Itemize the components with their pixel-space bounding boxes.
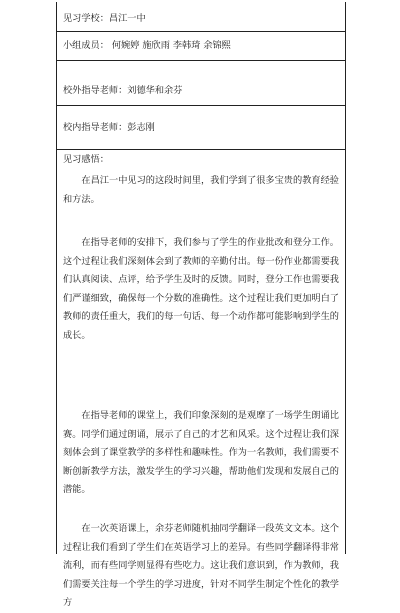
paragraph-1: 在昌江一中见习的这段时间里，我们学到了很多宝贵的教育经验和方法。	[63, 175, 339, 205]
form-table	[56, 2, 346, 608]
inside-teacher-row	[57, 106, 345, 150]
inside-teacher-field: 校内指导老师：彭志刚	[63, 122, 155, 133]
members-row	[57, 32, 345, 61]
school-row	[57, 2, 345, 32]
members-field: 小组成员： 何婉婷 施欣雨 李韩琦 余锦熙	[63, 40, 231, 51]
reflection-cell	[57, 150, 345, 608]
outside-teacher-field: 校外指导老师：刘德华和余芬	[63, 85, 183, 96]
reflection-label: 见习感悟：	[63, 154, 109, 165]
outside-teacher-row	[57, 61, 345, 106]
school-field: 见习学校：昌江一中	[63, 13, 146, 24]
paragraph-3: 在指导老师的课堂上，我们印象深刻的是观摩了一场学生朗诵比赛。同学们通过朗诵，展示了自己的才艺和风采。这个过程让我们深刻体会到了课堂教学的多样性和趣味性。作为一名教师，我们需要不断创新教学方法，激发学生的学习兴趣，帮助他们发现和发展自己的潜能。	[63, 410, 339, 495]
paragraph-4: 在一次英语课上，余芬老师随机抽同学翻译一段英文文本。这个过程让我们看到了学生们在英语学习上的差异。有些同学翻译得非常流利，而有些同学则显得有些吃力。这让我们意识到，作为教师，我们需要关注每一个学生的学习进度，针对不同学生制定个性化的教学方	[63, 523, 339, 608]
paragraph-2: 在指导老师的安排下，我们参与了学生的作业批改和登分工作。这个过程让我们深刻体会到了教师的辛勤付出。每一份作业都需要我们认真阅读、点评，给予学生及时的反馈。同时，登分工作也需要我们严谨细致，确保每一个分数的准确性。这个过程让我们更加明白了教师的责任重大，我们的每一句话、每一个动作都可能影响到学生的成长。	[63, 237, 339, 341]
